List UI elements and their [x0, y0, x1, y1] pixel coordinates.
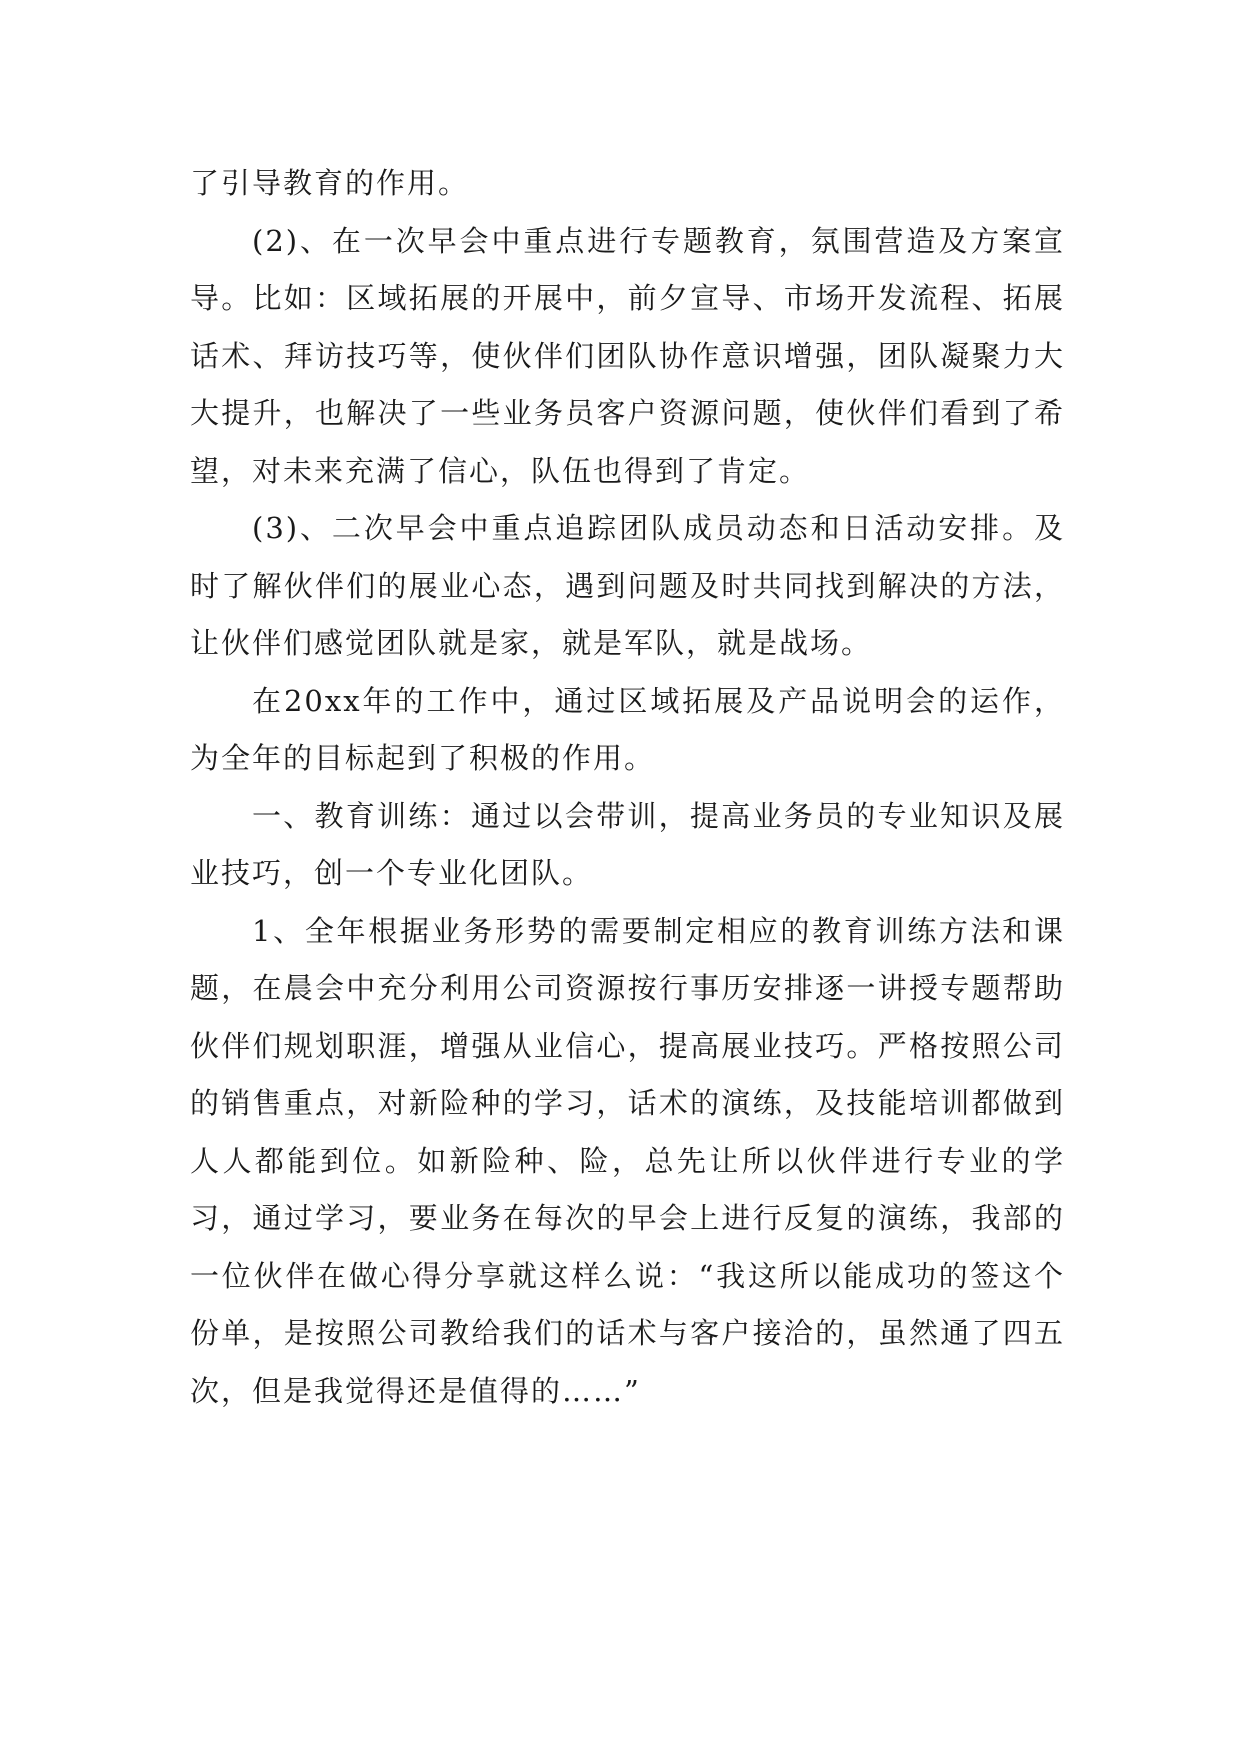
paragraph-training-detail: 1、全年根据业务形势的需要制定相应的教育训练方法和课题，在晨会中充分利用公司资源按行事历安排逐一讲授专题帮助伙伴们规划职涯，增强从业信心，提高展业技巧。严格按照公司的销售重点，对新险种的学习，话术的演练，及技能培训都做到人人都能到位。如新险种、险，总先让所以伙伴进行专业的学习，通过学习，要业务在每次的早会上进行反复的演练，我部的一位伙伴在做心得分享就这样么说：“我这所以能成功的签这个份单，是按照公司教给我们的话术与客户接洽的，虽然通了四五次，但是我觉得还是值得的……”: [190, 913, 1065, 1408]
paragraph-annual-work: 在20xx年的工作中，通过区域拓展及产品说明会的运作，为全年的目标起到了积极的作用。: [190, 683, 1065, 775]
paragraph-item-3: (3)、二次早会中重点追踪团队成员动态和日活动安排。及时了解伙伴们的展业心态，遇到问题及时共同找到解决的方法，让伙伴们感觉团队就是家，就是军队，就是战场。: [190, 511, 1065, 660]
document-body: [190, 155, 1065, 1420]
paragraph-section-heading: 一、教育训练：通过以会带训，提高业务员的专业知识及展业技巧，创一个专业化团队。: [190, 798, 1065, 890]
paragraph-continuation: 了引导教育的作用。: [190, 166, 470, 200]
paragraph-item-2: (2)、在一次早会中重点进行专题教育，氛围营造及方案宣导。比如：区域拓展的开展中，前夕宣导、市场开发流程、拓展话术、拜访技巧等，使伙伴们团队协作意识增强，团队凝聚力大大提升，也解决了一些业务员客户资源问题，使伙伴们看到了希望，对未来充满了信心，队伍也得到了肯定。: [190, 223, 1065, 488]
